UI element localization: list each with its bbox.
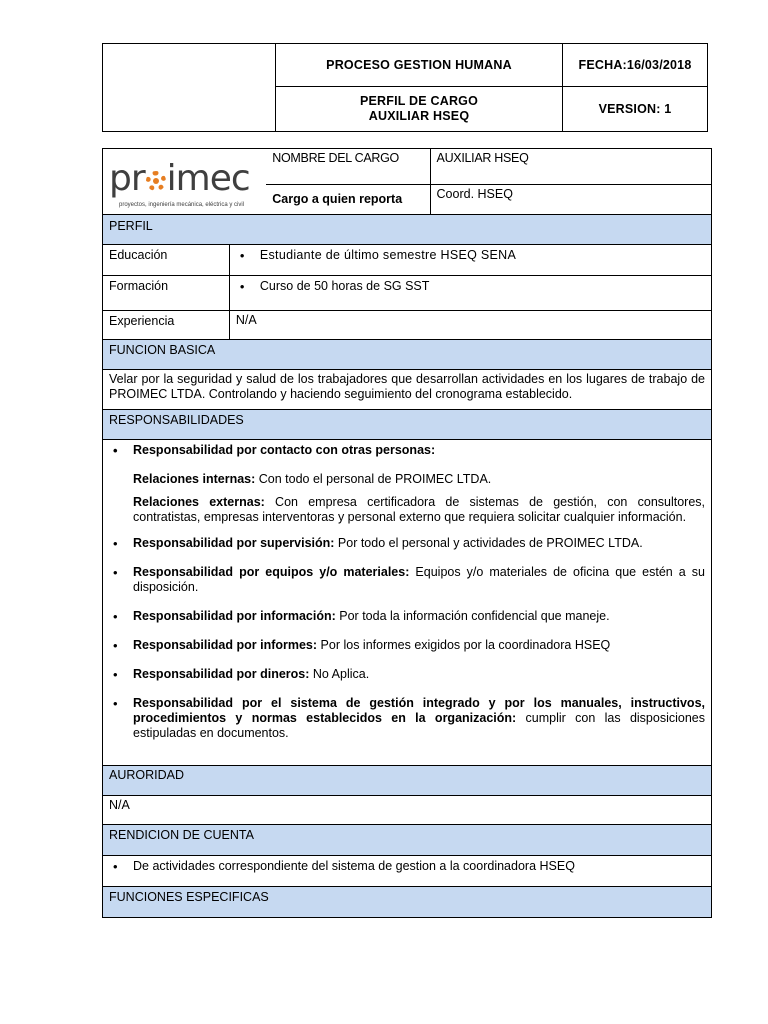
profile-title-line1: PERFIL DE CARGO — [359, 94, 479, 108]
list-item: • Responsabilidad por informes: Por los informes exigidos por la coordinadora HSEQ — [109, 638, 705, 653]
cargo-name-value: AUXILIAR HSEQ — [430, 149, 711, 185]
experience-value: N/A — [229, 311, 711, 340]
funcion-basica-heading: FUNCION BASICA — [103, 340, 712, 370]
perfil-heading: PERFIL — [103, 215, 712, 245]
list-item: • Responsabilidad por contacto con otras personas: — [109, 443, 705, 458]
list-item: • Responsabilidad por información: Por toda la información confidencial que maneje. — [109, 609, 705, 624]
reports-to-label: Cargo a quien reporta — [266, 185, 430, 215]
job-profile-table — [102, 148, 712, 918]
funcion-basica-text: Velar por la seguridad y salud de los trabajadores que desarrollan actividades en los lugares de trabajo de PROIMEC LTDA. Controlando y haciendo seguimiento del cronograma establecido. — [103, 370, 712, 410]
autoridad-heading: AURORIDAD — [103, 766, 712, 796]
rendicion-list — [103, 856, 712, 887]
document-date: FECHA:16/03/2018 — [563, 44, 708, 87]
list-item: • Responsabilidad por dineros: No Aplica. — [109, 667, 705, 682]
experience-label: Experiencia — [103, 311, 230, 340]
training-label: Formación — [103, 276, 230, 311]
reports-to-value: Coord. HSEQ — [430, 185, 711, 215]
logo-word-end: imec — [166, 158, 250, 199]
logo-tagline: proyectos, ingeniería mecánica, eléctrica y civil — [119, 202, 245, 208]
cargo-name-label: NOMBRE DEL CARGO — [266, 149, 430, 185]
external-relations: Relaciones externas: Con empresa certificadora de sistemas de gestión, con consultores, contratistas, empresas interventoras y personal externo que requiera solicitar cualquier información. — [133, 495, 706, 524]
training-value — [229, 276, 711, 311]
list-item: • Responsabilidad por supervisión: Por todo el personal y actividades de PROIMEC LTDA. — [109, 536, 705, 551]
list-item: • Estudiante de último semestre HSEQ SENA — [236, 248, 705, 263]
autoridad-value: N/A — [103, 796, 712, 825]
profile-title — [276, 87, 563, 132]
header-logo-cell — [103, 44, 276, 132]
internal-relations: Relaciones internas: Con todo el personal de PROIMEC LTDA. — [133, 472, 492, 486]
rendicion-heading: RENDICION DE CUENTA — [103, 825, 712, 856]
list-item: • De actividades correspondiente del sistema de gestion a la coordinadora HSEQ — [109, 859, 705, 874]
funciones-especificas-heading: FUNCIONES ESPECIFICAS — [103, 887, 712, 918]
company-logo — [103, 149, 267, 215]
logo-word-start: pr — [109, 158, 145, 199]
list-item: • Responsabilidad por equipos y/o materiales: Equipos y/o materiales de oficina que estén a su disposición. — [109, 565, 705, 595]
education-value — [229, 245, 711, 276]
responsabilidades-list — [103, 440, 712, 766]
list-item: • Responsabilidad por el sistema de gestión integrado y por los manuales, instructivos, procedimientos y normas establecidos en la organización: cumplir con las disposiciones estipuladas en documentos. — [109, 696, 705, 741]
responsabilidades-heading: RESPONSABILIDADES — [103, 410, 712, 440]
profile-title-line2: AUXILIAR HSEQ — [368, 109, 470, 123]
document-version: VERSION: 1 — [563, 87, 708, 132]
list-item: • Curso de 50 horas de SG SST — [236, 279, 705, 294]
gear-icon — [146, 171, 166, 191]
document-header — [102, 43, 708, 132]
education-label: Educación — [103, 245, 230, 276]
process-title: PROCESO GESTION HUMANA — [276, 44, 563, 87]
